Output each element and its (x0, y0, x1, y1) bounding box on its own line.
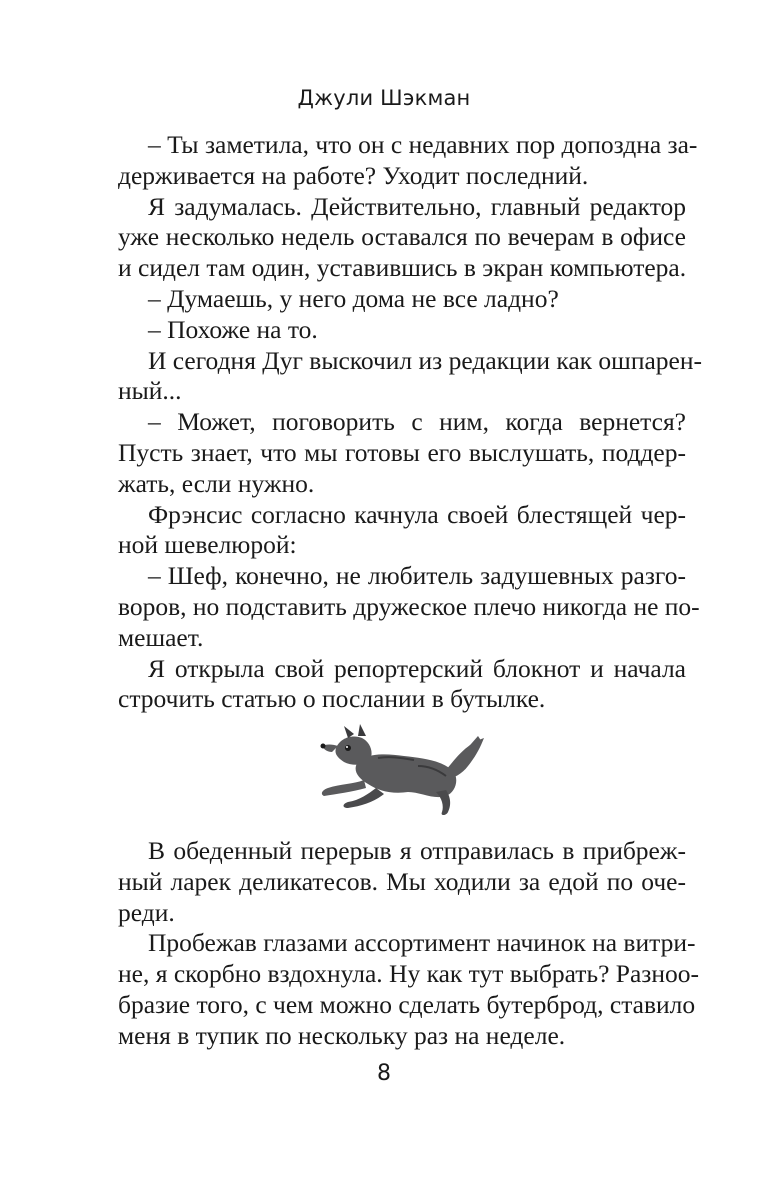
text-line: ной шевелюрой: (118, 530, 297, 560)
text-line: реди. (118, 897, 175, 927)
text-line: – Думаешь, у него дома не все ладно? (148, 283, 559, 313)
text-line: не, я скорбно вздохнула. Ну как тут выбрать? Разноо- (118, 959, 699, 989)
text-line: Пусть знает, что мы готовы его выслушать, поддер- (118, 437, 686, 467)
text-line: меня в тупик по нескольку раз на неделе. (118, 1020, 566, 1050)
text-line: – Ты заметила, что он с недавних пор допоздна за- (148, 130, 698, 159)
text-line: ный ларек деликатесов. Мы ходили за едой по оче- (118, 866, 686, 896)
text-line: ный... (118, 376, 182, 406)
running-dog-icon (318, 722, 490, 818)
text-line: мешает. (118, 622, 204, 652)
text-line: – Похоже на то. (148, 314, 318, 344)
page-number: 8 (377, 1061, 391, 1086)
text-line: уже несколько недель оставался по вечерам в офисе (118, 222, 686, 252)
text-line: Я задумалась. Действительно, главный редактор (148, 191, 686, 221)
text-line: жать, если нужно. (118, 468, 315, 498)
text-line: И сегодня Дуг выскочил из редакции как ошпарен- (148, 345, 702, 375)
text-line: – Может, поговорить с ним, когда вернется? (148, 407, 686, 437)
text-line: В обеденный перерыв я отправилась в прибреж- (148, 836, 686, 865)
text-line: строчить статью о послании в бутылке. (118, 684, 546, 714)
text-line: держивается на работе? Уходит последний. (118, 160, 589, 190)
running-head-author: Джули Шэкман (297, 86, 471, 110)
text-line: воров, но подставить дружеское плечо никогда не по- (118, 591, 700, 621)
text-line: и сидел там один, уставившись в экран компьютера. (118, 253, 687, 283)
text-line: Я открыла свой репортерский блокнот и начала (148, 653, 686, 683)
text-block-top (118, 130, 702, 715)
text-line: Пробежав глазами ассортимент начинок на витри- (148, 928, 696, 958)
text-line: бразие того, с чем можно сделать бутерброд, ставило (118, 989, 696, 1019)
text-line: Фрэнсис согласно качнула своей блестящей чер- (148, 499, 686, 529)
text-line: – Шеф, конечно, не любитель задушевных разго- (148, 561, 686, 591)
text-block-bottom (118, 836, 699, 1052)
